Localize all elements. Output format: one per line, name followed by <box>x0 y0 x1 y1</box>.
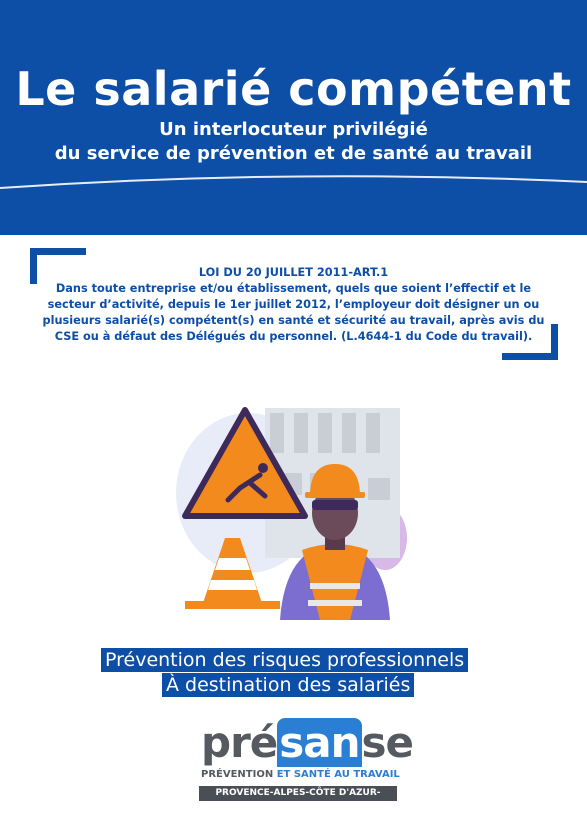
subtitle-line-1: Un interlocuteur privilégié <box>159 119 428 140</box>
law-heading: LOI DU 20 JUILLET 2011-ART.1 <box>198 266 389 279</box>
page-subtitle <box>0 118 587 166</box>
audience-tag-prevention: Prévention des risques professionnels <box>101 648 468 672</box>
logo-tagline-blue: ET SANTÉ AU TRAVAIL <box>276 769 400 780</box>
logo-tagline <box>201 769 400 780</box>
presanse-logo <box>201 718 413 767</box>
law-body-line-3: plusieurs salarié(s) compétent(s) en santé et sécurité au travail, après avis du <box>42 314 545 327</box>
logo-part-san: san <box>279 718 360 767</box>
law-quote <box>40 265 547 345</box>
subtitle-line-2: du service de prévention et de santé au travail <box>54 143 533 164</box>
logo-part-se: se <box>361 718 413 767</box>
logo-part-pre: pré <box>201 718 278 767</box>
header-banner <box>0 0 587 235</box>
law-body-line-4: CSE ou à défaut des Délégués du personnel. (L.4644-1 du Code du travail). <box>54 330 533 343</box>
page-title: Le salarié compétent <box>15 62 572 116</box>
logo-tagline-grey: PRÉVENTION <box>201 769 277 780</box>
law-body-line-2: secteur d’activité, depuis le 1er juillet 2012, l’employeur doit désigner un ou <box>47 298 540 311</box>
header-curve <box>0 170 587 235</box>
worker-safety-illustration <box>170 388 420 620</box>
region-badge: PROVENCE-ALPES-CÔTE D'AZUR-CORSE <box>199 786 397 801</box>
law-body-line-1: Dans toute entreprise et/ou établissement, quels que soient l’effectif et le <box>55 282 532 295</box>
audience-tag-employees: À destination des salariés <box>162 673 414 697</box>
